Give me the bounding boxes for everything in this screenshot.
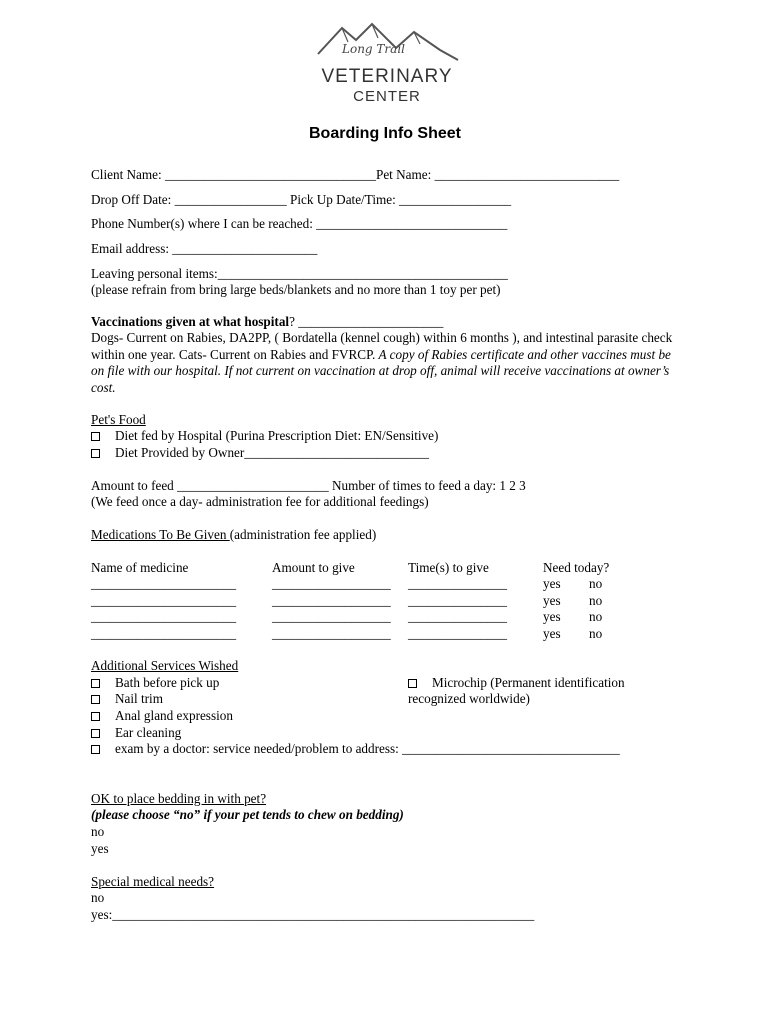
med-amount-blank[interactable]: __________________ (272, 593, 391, 608)
vaccination-hospital-field[interactable] (91, 314, 443, 330)
service-exam[interactable] (91, 741, 620, 757)
logo-line-2: CENTER (353, 88, 421, 105)
personal-items-note: (please refrain from bring large beds/blankets and no more than 1 toy per pet) (91, 282, 501, 297)
client-pet-field[interactable]: Client Name: ________________________________Pet Name: ____________________________ (91, 167, 620, 182)
service-label: Bath before pick up (115, 675, 220, 690)
med-yes[interactable]: yes (543, 626, 561, 641)
checkbox[interactable] (91, 695, 100, 704)
col-medicine-name: Name of medicine (91, 560, 189, 575)
vaccination-requirements (91, 330, 681, 396)
food-option-label: Diet fed by Hospital (Purina Prescription Diet: EN/Sensitive) (115, 428, 439, 443)
food-option-owner[interactable] (91, 445, 429, 461)
checkbox[interactable] (408, 679, 417, 688)
dates-field[interactable]: Drop Off Date: _________________ Pick Up Date/Time: _________________ (91, 192, 512, 207)
vaccination-warning: A copy of Rabies certificate and other vaccines must be on file with our hospital. If not current on vaccination at drop off, animal will receive vaccinations at owner’s cost. (91, 346, 671, 395)
feed-note: (We feed once a day- administration fee for additional feedings) (91, 494, 429, 509)
logo-line-1: VETERINARY (321, 66, 453, 87)
services-heading: Additional Services Wished (91, 658, 239, 673)
email-field[interactable]: Email address: ______________________ (91, 241, 318, 256)
page-title: Boarding Info Sheet (309, 125, 461, 142)
med-no[interactable]: no (589, 626, 603, 641)
personal-items-field[interactable]: Leaving personal items:____________________________________________ (91, 266, 508, 281)
service-microchip-note: recognized worldwide) (408, 691, 530, 706)
col-times: Time(s) to give (408, 560, 489, 575)
med-time-blank[interactable]: _______________ (408, 626, 507, 641)
clinic-logo (312, 20, 462, 106)
service-nail-trim[interactable] (91, 691, 163, 707)
food-heading: Pet's Food (91, 412, 146, 427)
checkbox[interactable] (91, 449, 100, 458)
bedding-heading: OK to place bedding in with pet? (91, 791, 267, 806)
bedding-no-option[interactable]: no (91, 824, 105, 839)
med-no[interactable]: no (589, 609, 603, 624)
food-option-label: Diet Provided by Owner____________________________ (115, 445, 429, 460)
med-time-blank[interactable]: _______________ (408, 593, 507, 608)
vaccination-blank: ? ______________________ (289, 314, 444, 329)
service-bath[interactable] (91, 675, 219, 691)
service-label: Microchip (Permanent identification (432, 675, 625, 690)
col-need-today: Need today? (543, 560, 610, 575)
med-yes[interactable]: yes (543, 609, 561, 624)
checkbox[interactable] (91, 432, 100, 441)
service-label: Nail trim (115, 691, 163, 706)
bedding-yes-option[interactable]: yes (91, 841, 109, 856)
service-anal-gland[interactable] (91, 708, 233, 724)
checkbox[interactable] (91, 679, 100, 688)
medical-yes-field[interactable]: yes:________________________________________________________________ (91, 907, 535, 922)
med-name-blank[interactable]: ______________________ (91, 593, 237, 608)
med-yes[interactable]: yes (543, 576, 561, 591)
medical-no-option[interactable]: no (91, 890, 105, 905)
med-time-blank[interactable]: _______________ (408, 576, 507, 591)
food-option-hospital[interactable] (91, 428, 438, 444)
vaccination-label: Vaccinations given at what hospital (91, 314, 290, 329)
med-amount-blank[interactable]: __________________ (272, 609, 391, 624)
checkbox[interactable] (91, 712, 100, 721)
checkbox[interactable] (91, 745, 100, 754)
med-yes[interactable]: yes (543, 593, 561, 608)
col-amount: Amount to give (272, 560, 355, 575)
phone-field[interactable]: Phone Number(s) where I can be reached: _____________________________ (91, 216, 508, 231)
service-ear-cleaning[interactable] (91, 725, 181, 741)
med-amount-blank[interactable]: __________________ (272, 626, 391, 641)
med-name-blank[interactable]: ______________________ (91, 626, 237, 641)
med-no[interactable]: no (589, 593, 603, 608)
bedding-note: (please choose “no” if your pet tends to chew on bedding) (91, 807, 404, 822)
med-name-blank[interactable]: ______________________ (91, 576, 237, 591)
medications-heading-text: Medications To Be Given (91, 527, 230, 542)
med-name-blank[interactable]: ______________________ (91, 609, 237, 624)
medications-heading (91, 527, 376, 543)
feed-amount-field[interactable]: Amount to feed _______________________ Number of times to feed a day: 1 2 3 (91, 478, 526, 493)
med-no[interactable]: no (589, 576, 603, 591)
vaccination-text: Dogs- Current on Rabies, DA2PP, ( Bordatella (kennel cough) within 6 months ), and intestinal parasite check within one year. Cats- Current on Rabies and FVRCP. (91, 330, 673, 362)
service-label: Anal gland expression (115, 708, 233, 723)
service-microchip[interactable] (408, 675, 625, 691)
service-label: Ear cleaning (115, 725, 182, 740)
logo-script: Long Trail (342, 42, 405, 56)
service-label: exam by a doctor: service needed/problem to address: _________________________________ (115, 741, 620, 756)
checkbox[interactable] (91, 729, 100, 738)
med-amount-blank[interactable]: __________________ (272, 576, 391, 591)
medications-heading-note: (administration fee applied) (229, 527, 377, 542)
medical-heading: Special medical needs? (91, 874, 215, 889)
med-time-blank[interactable]: _______________ (408, 609, 507, 624)
